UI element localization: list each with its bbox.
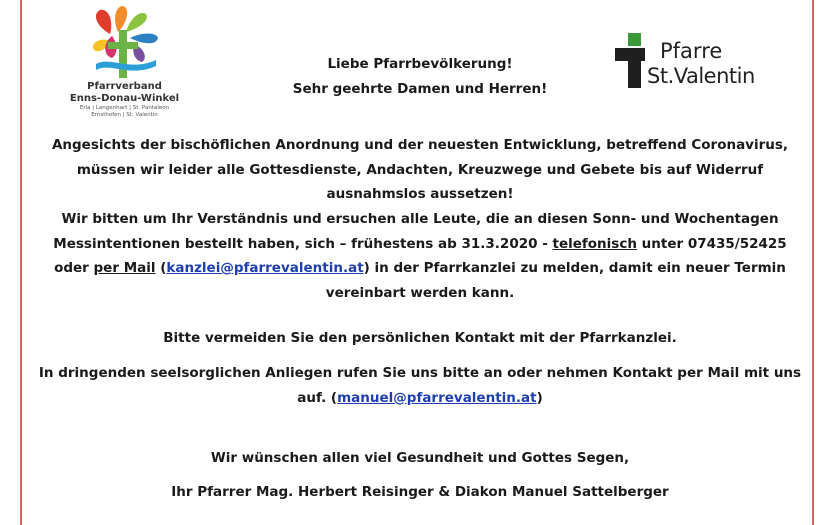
kanzlei-email-link[interactable]: kanzlei@pfarrevalentin.at: [166, 260, 364, 276]
p2-lead: Wir bitten um Ihr Verständnis und ersuchen alle Leute, die an diesen Sonn- und Wochentagen Messintentionen bestellt haben, sich – frühestens ab 31.3.2020 -: [53, 211, 779, 252]
paragraph-cancellation: Angesichts der bischöflichen Anordnung und der neuesten Entwicklung, betreffend Coronavirus, müssen wir leider alle Gottesdienste, Andachten, Kreuzwege und Gebete bis auf Widerruf ausnahmslos aussetzen!: [51, 137, 789, 202]
paragraph-urgent-matters: [34, 361, 806, 410]
pfarre-word: Pfarre: [660, 39, 723, 63]
per-mail-text: per Mail: [93, 260, 156, 276]
parishes-line1: Erla | Langenhart | St. Pantaleon: [79, 105, 170, 111]
signature-line: Ihr Pfarrer Mag. Herbert Reisinger & Diakon Manuel Sattelberger: [171, 484, 669, 500]
pfarrverband-name-line1: Pfarrverband: [87, 81, 162, 92]
paragraph-avoid-contact: Bitte vermeiden Sie den persönlichen Kontakt mit der Pfarrkanzlei.: [163, 330, 677, 346]
telefonisch-text: telefonisch: [552, 235, 637, 252]
greeting-line2: Sehr geehrte Damen und Herren!: [292, 81, 548, 97]
paragraph-mass-intentions: [34, 207, 806, 305]
frame-border-left: [20, 0, 22, 525]
frame-border-right: [812, 0, 814, 525]
pfarrverband-name-line2: Enns-Donau-Winkel: [69, 92, 180, 104]
closing-wishes: Wir wünschen allen viel Gesundheit und Gottes Segen,: [210, 450, 630, 466]
p2-tail: ) in der Pfarrkanzlei zu melden, damit ein neuer Termin vereinbart werden kann.: [325, 260, 786, 301]
greeting-line1: Liebe Pfarrbevölkerung!: [327, 56, 513, 72]
p4-tail: ): [536, 389, 543, 406]
pfarrverband-logo: [62, 6, 192, 126]
pfarrverband-name: [62, 81, 187, 104]
church-tree-icon: [90, 6, 162, 80]
greeting: [250, 52, 590, 102]
parishes-line2: Ernsthofen | St. Valentin: [91, 112, 158, 118]
p4-lead: In dringenden seelsorglichen Anliegen rufen Sie uns bitte an oder nehmen Kontakt per Mail mit uns auf. (: [38, 365, 802, 406]
pfarre-place: St.Valentin: [647, 64, 755, 88]
manuel-email-link[interactable]: manuel@pfarrevalentin.at: [337, 389, 537, 406]
p2-open-paren: (: [155, 260, 167, 276]
pfarre-st-valentin-logo: [615, 33, 775, 95]
p2-phone-text: unter 07435/52425 oder: [54, 235, 787, 276]
pfarrverband-parishes: [62, 105, 187, 119]
